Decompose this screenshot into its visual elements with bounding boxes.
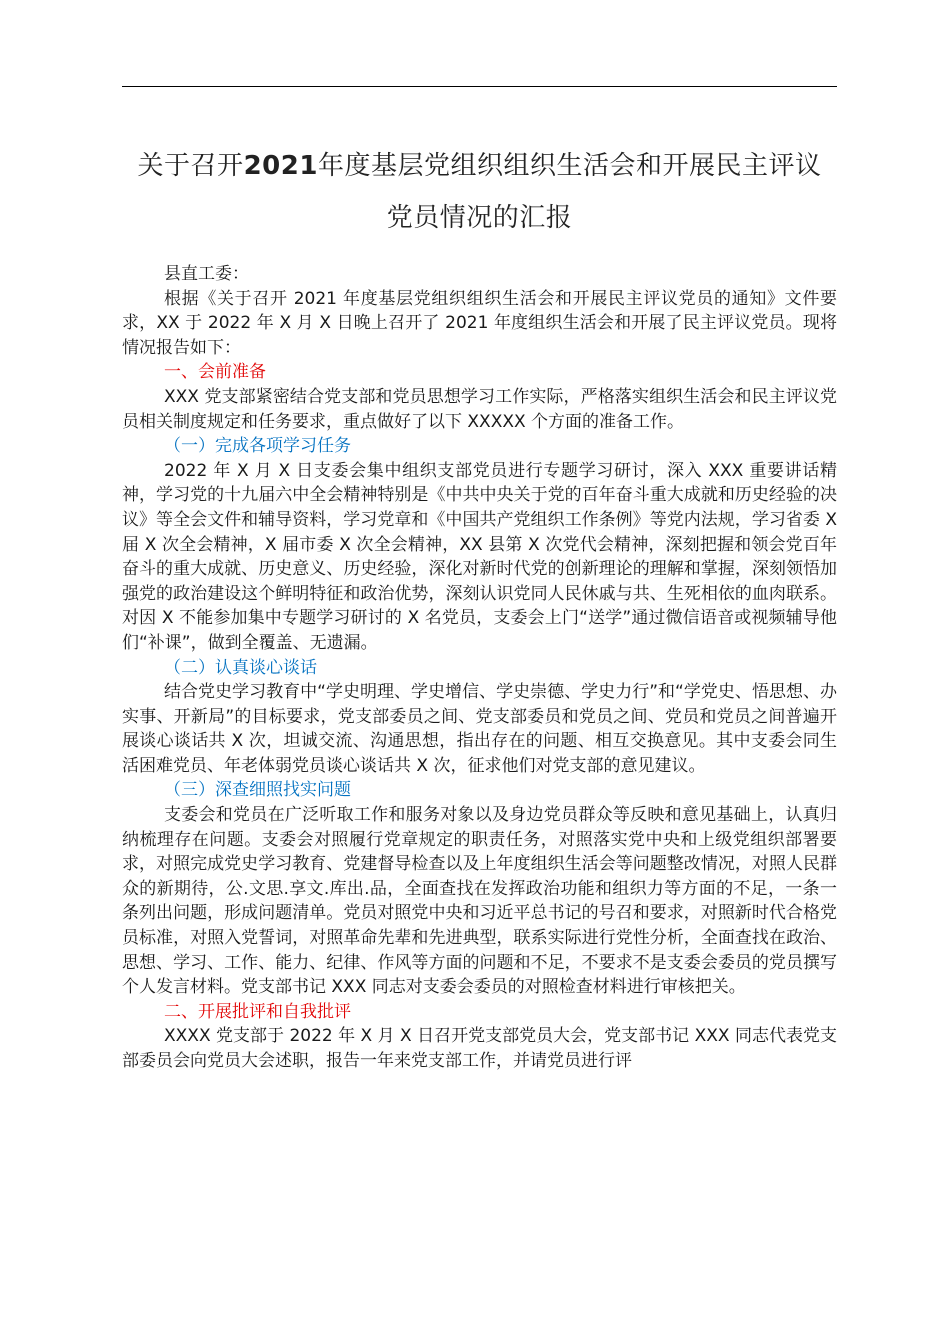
- header-rule: [122, 86, 837, 87]
- title-year: 2021: [243, 151, 318, 181]
- title-line-2: 党员情况的汇报: [386, 203, 573, 233]
- document-body: [122, 262, 837, 1074]
- subsection-2-heading: （二）认真谈心谈话: [164, 657, 317, 678]
- subsection-2-paragraph: 结合党史学习教育中“学史明理、学史增信、学史崇德、学史力行”和“学党史、悟思想、办实事、开新局”的目标要求，党支部委员之间、党支部委员和党员之间、党员和党员之间普遍开展谈心谈话共 X 次，坦诚交流、沟通思想，指出存在的问题、相互交换意见。其中支委会同生活困难党员、年老体弱党员谈心谈话共 X 次，征求他们对党支部的意见建议。: [122, 682, 837, 776]
- subsection-3-heading: （三）深查细照找实问题: [164, 780, 351, 801]
- section-1-paragraph: XXX 党支部紧密结合党支部和党员思想学习工作实际，严格落实组织生活会和民主评议党员相关制度规定和任务要求，重点做好了以下 XXXXX 个方面的准备工作。: [122, 386, 837, 432]
- intro-paragraph: 根据《关于召开 2021 年度基层党组织组织生活会和开展民主评议党员的通知》文件要求，XX 于 2022 年 X 月 X 日晚上召开了 2021 年度组织生活会和开展了民主评议党员。现将情况报告如下：: [122, 288, 837, 358]
- subsection-1-paragraph: 2022 年 X 月 X 日支委会集中组织支部党员进行专题学习研讨，深入 XXX 重要讲话精神，学习党的十九届六中全会精神特别是《中共中央关于党的百年奋斗重大成就和历史经验的决议》等全会文件和辅导资料，学习党章和《中国共产党组织工作条例》等党内法规，学习省委 X 届 X 次全会精神，X 届市委 X 次全会精神，XX 县第 X 次党代会精神，深刻把握和领会党百年奋斗的重大成就、历史意义、历史经验，深化对新时代党的创新理论的理解和掌握，深刻领悟加强党的政治建设这个鲜明特征和政治优势，深刻认识党同人民休戚与共、生死相依的血肉联系。对因 X 不能参加集中专题学习研讨的 X 名党员，支委会上门“送学”通过微信语音或视频辅导他们“补课”，做到全覆盖、无遗漏。: [122, 460, 837, 653]
- section-2-heading: 二、开展批评和自我批评: [164, 1001, 351, 1022]
- document-title: [122, 140, 837, 244]
- section-2-paragraph: XXXX 党支部于 2022 年 X 月 X 日召开党支部党员大会，党支部书记 XXX 同志代表党支部委员会向党员大会述职，报告一年来党支部工作，并请党员进行评: [122, 1026, 837, 1071]
- salutation: 县直工委：: [164, 264, 249, 284]
- title-prefix: 关于召开: [137, 151, 244, 181]
- title-suffix: 年度基层党组织组织生活会和开展民主评议: [317, 151, 822, 181]
- section-1-heading: 一、会前准备: [164, 362, 266, 383]
- subsection-3-paragraph: 支委会和党员在广泛听取工作和服务对象以及身边党员群众等反映和意见基础上，认真归纳梳理存在问题。支委会对照履行党章规定的职责任务，对照落实党中央和上级党组织部署要求，对照完成党史学习教育、党建督导检查以及上年度组织生活会等问题整改情况，对照人民群众的新期待，公.文思.享文.库出.品，全面查找在发挥政治功能和组织力等方面的不足，一条一条列出问题，形成问题清单。党员对照党中央和习近平总书记的号召和要求，对照新时代合格党员标准，对照入党誓词，对照革命先辈和先进典型，联系实际进行党性分析，全面查找在政治、思想、学习、工作、能力、纪律、作风等方面的问题和不足，不要求不是支委会委员的党员撰写个人发言材料。党支部书记 XXX 同志对支委会委员的对照检查材料进行审核把关。: [122, 805, 837, 998]
- title-line-1: [122, 140, 837, 192]
- subsection-1-heading: （一）完成各项学习任务: [164, 436, 351, 457]
